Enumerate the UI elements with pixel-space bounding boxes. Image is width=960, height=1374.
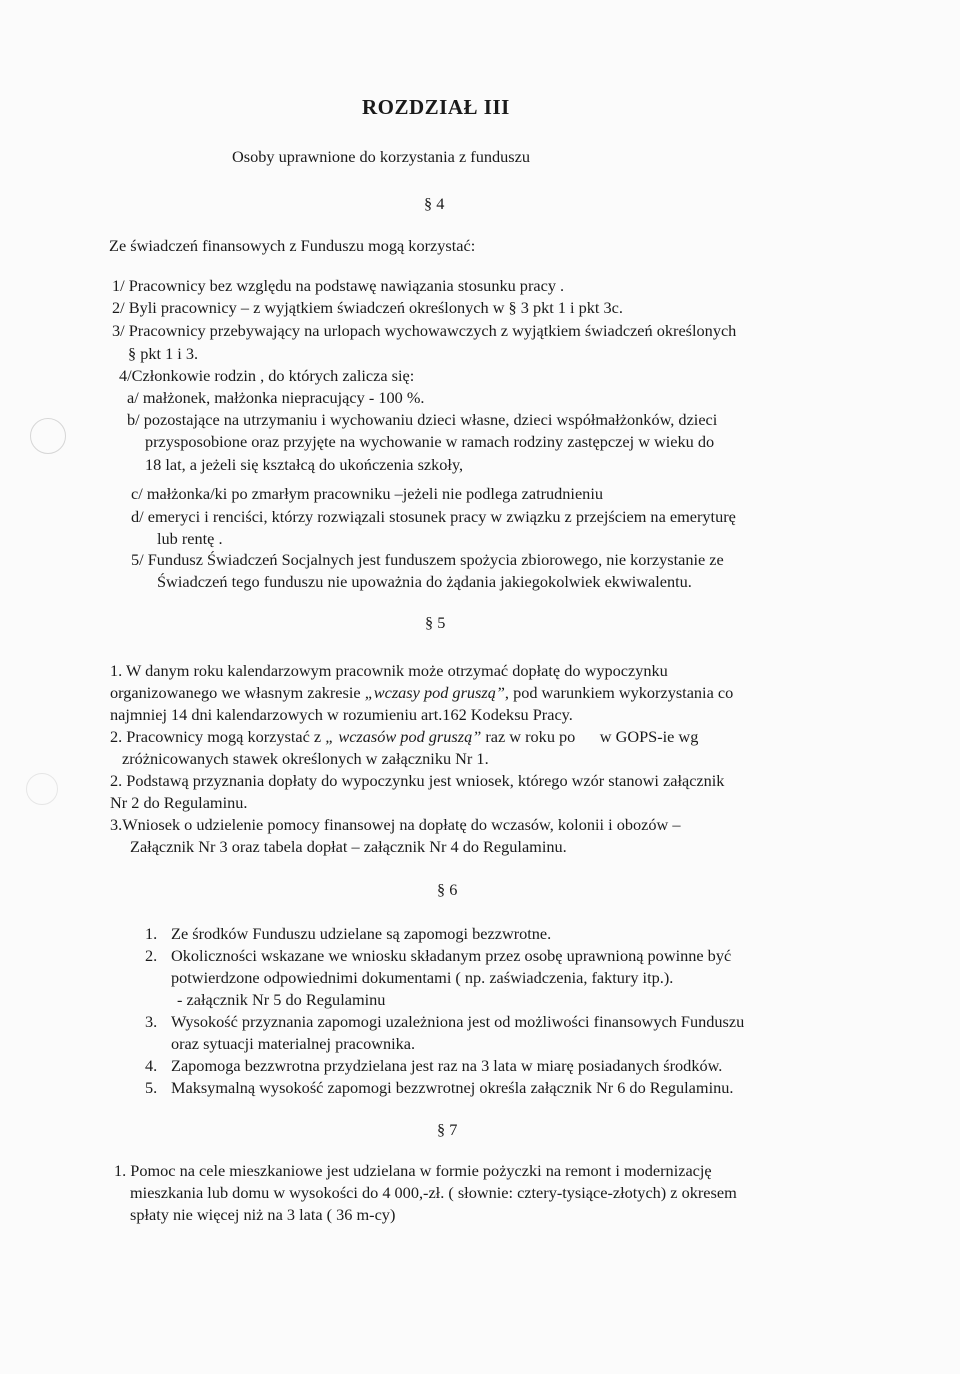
text-run: raz w roku po w GOPS-ie wg (481, 727, 699, 746)
numbered-item (145, 1011, 744, 1032)
item-number: 4. (145, 1056, 158, 1075)
sub-item-continuation: 18 lat, a jeżeli się kształcą do ukończenia szkoły, (145, 455, 464, 474)
item-text: Okoliczności wskazane we wniosku składanym przez osobę uprawnioną powinne być (171, 946, 732, 965)
list-item: 5/ Fundusz Świadczeń Socjalnych jest funduszem spożycia zbiorowego, nie korzystanie ze (131, 550, 724, 569)
paragraph-line (110, 682, 733, 703)
scan-mark (26, 773, 58, 805)
paragraph-line: Nr 2 do Regulaminu. (110, 793, 248, 812)
list-item: 1/ Pracownicy bez względu na podstawę nawiązania stosunku pracy . (112, 276, 565, 295)
paragraph-line: Załącznik Nr 3 oraz tabela dopłat – załącznik Nr 4 do Regulaminu. (130, 837, 567, 856)
numbered-item (145, 945, 731, 966)
sub-item-continuation: lub rentę . (157, 529, 223, 548)
item-number: 3. (145, 1012, 158, 1031)
paragraph-line: 2. Podstawą przyznania dopłaty do wypoczynku jest wniosek, którego wzór stanowi załącznik (110, 771, 725, 790)
section-intro: Ze świadczeń finansowych z Funduszu mogą korzystać: (109, 236, 476, 255)
paragraph-line: mieszkania lub domu w wysokości do 4 000,-zł. ( słownie: cztery-tysiące-złotych) z okresem (130, 1183, 737, 1202)
paragraph-line: zróżnicowanych stawek określonych w załączniku Nr 1. (122, 749, 489, 768)
chapter-subtitle: Osoby uprawnione do korzystania z funduszu (232, 147, 530, 166)
item-text: Zapomoga bezzwrotna przydzielana jest raz na 3 lata w miarę posiadanych środków. (171, 1056, 723, 1075)
quoted-term: „ wczasów pod gruszą” (325, 727, 482, 746)
section-heading: § 5 (425, 613, 446, 632)
section-heading: § 6 (437, 880, 458, 899)
list-item-continuation: Świadczeń tego funduszu nie upoważnia do żądania jakiegokolwiek ekwiwalentu. (157, 572, 692, 591)
item-number: 5. (145, 1078, 158, 1097)
item-continuation: oraz sytuacji materialnej pracownika. (171, 1034, 416, 1053)
paragraph-line (110, 726, 698, 747)
scan-mark (30, 418, 66, 454)
item-number: 1. (145, 924, 158, 943)
list-item: 3/ Pracownicy przebywający na urlopach wychowawczych z wyjątkiem świadczeń określonych (112, 321, 737, 340)
section-heading: § 7 (437, 1120, 458, 1139)
text-run: , pod warunkiem wykorzystania co (504, 683, 734, 702)
section-heading: § 4 (424, 194, 445, 213)
item-continuation: - załącznik Nr 5 do Regulaminu (177, 990, 386, 1009)
paragraph-line: 1. W danym roku kalendarzowym pracownik może otrzymać dopłatę do wypoczynku (110, 661, 668, 680)
sub-item-continuation: przysposobione oraz przyjęte na wychowanie w ramach rodziny zastępczej w wieku do (145, 432, 715, 451)
item-text: Ze środków Funduszu udzielane są zapomogi bezzwrotne. (171, 924, 552, 943)
item-continuation: potwierdzone odpowiednimi dokumentami ( np. zaświadczenia, faktury itp.). (171, 968, 674, 987)
list-item: 2/ Byli pracownicy – z wyjątkiem świadczeń określonych w § 3 pkt 1 i pkt 3c. (112, 298, 623, 317)
sub-item: d/ emeryci i renciści, którzy rozwiązali stosunek pracy w związku z przejściem na emeryturę (131, 507, 736, 526)
list-item: 4/Członkowie rodzin , do których zalicza się: (119, 366, 415, 385)
paragraph-line: spłaty nie więcej niż na 3 lata ( 36 m-cy) (130, 1205, 396, 1224)
paragraph-line: najmniej 14 dni kalendarzowych w rozumieniu art.162 Kodeksu Pracy. (110, 705, 573, 724)
text-run: 2. Pracownicy mogą korzystać z (110, 727, 326, 746)
quoted-term: „wczasy pod gruszą” (364, 683, 505, 702)
paragraph-line: 1. Pomoc na cele mieszkaniowe jest udzielana w formie pożyczki na remont i modernizację (114, 1161, 712, 1180)
chapter-title: ROZDZIAŁ III (362, 95, 510, 119)
numbered-item (145, 1077, 733, 1098)
numbered-item (145, 923, 551, 944)
item-text: Wysokość przyznania zapomogi uzależniona jest od możliwości finansowych Funduszu (171, 1012, 745, 1031)
sub-item: b/ pozostające na utrzymaniu i wychowaniu dzieci własne, dzieci współmałżonków, dzieci (127, 410, 718, 429)
sub-item: a/ małżonek, małżonka niepracujący - 100 %. (127, 388, 425, 407)
numbered-item (145, 1055, 722, 1076)
list-item-continuation: § pkt 1 i 3. (128, 344, 199, 363)
text-run: organizowanego we własnym zakresie (110, 683, 365, 702)
paragraph-line: 3.Wniosek o udzielenie pomocy finansowej na dopłatę do wczasów, kolonii i obozów – (110, 815, 681, 834)
item-number: 2. (145, 946, 158, 965)
item-text: Maksymalną wysokość zapomogi bezzwrotnej określa załącznik Nr 6 do Regulaminu. (171, 1078, 734, 1097)
sub-item: c/ małżonka/ki po zmarłym pracowniku –jeżeli nie podlega zatrudnieniu (131, 484, 603, 503)
